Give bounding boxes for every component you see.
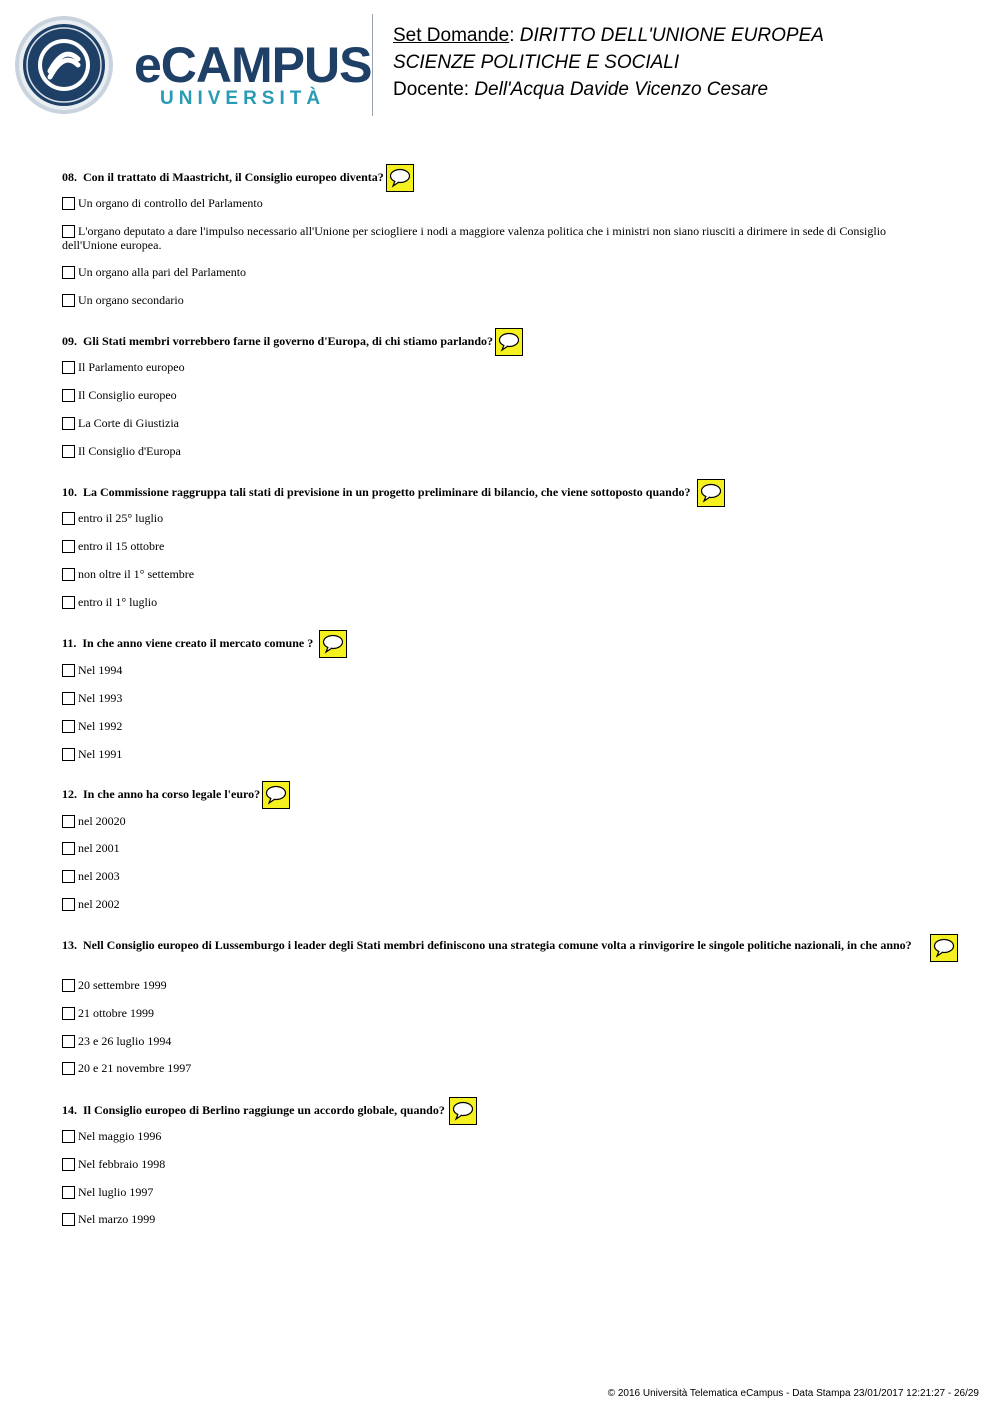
- comment-bubble-icon[interactable]: [697, 479, 725, 507]
- answer-text: Nel 1994: [78, 663, 123, 677]
- set-label: Set Domande: [393, 25, 510, 46]
- comment-bubble-icon[interactable]: [930, 934, 958, 962]
- answer-text: 20 e 21 novembre 1997: [78, 1061, 192, 1075]
- question-number: 09.: [62, 334, 77, 348]
- question-title: [62, 170, 962, 198]
- logo-wordmark: eCAMPUS: [134, 37, 372, 93]
- answer-checkbox[interactable]: [62, 197, 75, 210]
- answer-option: [62, 595, 942, 609]
- set-separator: :: [509, 25, 515, 46]
- question-text: Con il trattato di Maastricht, il Consiglio europeo diventa?: [83, 170, 384, 184]
- answer-text: Nel 1991: [78, 747, 123, 761]
- comment-bubble-icon[interactable]: [449, 1097, 477, 1125]
- header-divider: [372, 14, 373, 116]
- teacher-label: Docente:: [393, 79, 470, 100]
- answer-text: Nel luglio 1997: [78, 1185, 154, 1199]
- answer-checkbox[interactable]: [62, 1213, 75, 1226]
- answer-checkbox[interactable]: [62, 1062, 75, 1075]
- answer-option: [62, 388, 942, 402]
- answer-option: [62, 1212, 942, 1226]
- answer-option: [62, 293, 942, 307]
- answer-option: [62, 416, 942, 430]
- course-title: DIRITTO DELL'UNIONE EUROPEA: [519, 25, 824, 46]
- question-text: Gli Stati membri vorrebbero farne il governo d'Europa, di chi stiamo parlando?: [83, 334, 494, 348]
- page-header: [0, 0, 1000, 130]
- question-number: 11.: [62, 636, 77, 650]
- comment-bubble-icon[interactable]: [319, 630, 347, 658]
- answer-checkbox[interactable]: [62, 389, 75, 402]
- answer-text: entro il 1° luglio: [78, 595, 158, 609]
- answer-text: entro il 15 ottobre: [78, 539, 165, 553]
- question-10: [62, 485, 962, 609]
- comment-bubble-icon[interactable]: [495, 328, 523, 356]
- answer-checkbox[interactable]: [62, 596, 75, 609]
- answer-option: [62, 841, 942, 855]
- faculty-name: SCIENZE POLITICHE E SOCIALI: [393, 52, 680, 73]
- answer-checkbox[interactable]: [62, 1158, 75, 1171]
- answer-text: Nel maggio 1996: [78, 1129, 162, 1143]
- university-seal-icon: [14, 15, 114, 115]
- question-title: [62, 938, 924, 952]
- question-number: 10.: [62, 485, 77, 499]
- answer-checkbox[interactable]: [62, 1130, 75, 1143]
- answer-option: [62, 265, 942, 279]
- answer-option: [62, 897, 942, 911]
- comment-bubble-icon[interactable]: [262, 781, 290, 809]
- answer-text: Nel marzo 1999: [78, 1212, 156, 1226]
- answer-checkbox[interactable]: [62, 1007, 75, 1020]
- answer-text: Nel 1992: [78, 719, 123, 733]
- answer-text: 23 e 26 luglio 1994: [78, 1034, 172, 1048]
- question-08: [62, 170, 962, 307]
- answer-text: Il Consiglio europeo: [78, 388, 177, 402]
- question-text: In che anno ha corso legale l'euro?: [83, 787, 261, 801]
- question-text: Il Consiglio europeo di Berlino raggiunge un accordo globale, quando?: [83, 1103, 445, 1117]
- answer-checkbox[interactable]: [62, 720, 75, 733]
- answer-text: nel 2001: [78, 841, 120, 855]
- answer-option: [62, 224, 942, 252]
- answer-option: [62, 978, 942, 992]
- answer-option: [62, 1006, 942, 1020]
- answer-option: [62, 1034, 942, 1048]
- answer-option: [62, 196, 942, 210]
- answer-checkbox[interactable]: [62, 512, 75, 525]
- question-number: 08.: [62, 170, 77, 184]
- answer-option: [62, 511, 942, 525]
- answer-checkbox[interactable]: [62, 748, 75, 761]
- question-number: 14.: [62, 1103, 77, 1117]
- answer-text: non oltre il 1° settembre: [78, 567, 195, 581]
- question-title: [62, 1103, 962, 1131]
- question-title: [62, 485, 962, 513]
- question-09: [62, 334, 962, 458]
- answer-option: [62, 360, 942, 374]
- course-line: [393, 22, 824, 49]
- answer-checkbox[interactable]: [62, 1035, 75, 1048]
- question-text: La Commissione raggruppa tali stati di previsione in un progetto preliminare di bilancio, che viene sottoposto quando?: [83, 485, 691, 499]
- answer-option: [62, 1185, 942, 1199]
- question-title: [62, 636, 962, 664]
- faculty-line: [393, 49, 824, 76]
- answer-option: [62, 814, 942, 828]
- answer-checkbox[interactable]: [62, 225, 75, 238]
- answer-option: [62, 869, 942, 883]
- answer-checkbox[interactable]: [62, 664, 75, 677]
- answer-option: [62, 567, 942, 581]
- page-footer: © 2016 Università Telematica eCampus - Data Stampa 23/01/2017 12:21:27 - 26/29: [607, 1388, 979, 1399]
- answer-checkbox[interactable]: [62, 361, 75, 374]
- answer-checkbox[interactable]: [62, 842, 75, 855]
- answer-text: 21 ottobre 1999: [78, 1006, 154, 1020]
- question-title: [62, 787, 962, 815]
- question-12: [62, 787, 962, 911]
- question-text: In che anno viene creato il mercato comune ?: [82, 636, 314, 650]
- course-info: [393, 22, 824, 103]
- answer-text: nel 2003: [78, 869, 120, 883]
- question-13: [62, 938, 962, 1075]
- answer-checkbox[interactable]: [62, 568, 75, 581]
- answer-text: entro il 25° luglio: [78, 511, 164, 525]
- answer-text: Un organo alla pari del Parlamento: [78, 265, 247, 279]
- answer-checkbox[interactable]: [62, 445, 75, 458]
- answer-checkbox[interactable]: [62, 266, 75, 279]
- teacher-name: Dell'Acqua Davide Vicenzo Cesare: [474, 79, 769, 100]
- answer-checkbox[interactable]: [62, 870, 75, 883]
- answer-text: Nel 1993: [78, 691, 123, 705]
- answer-option: [62, 747, 942, 761]
- answer-checkbox[interactable]: [62, 815, 75, 828]
- answer-option: [62, 719, 942, 733]
- answer-checkbox[interactable]: [62, 540, 75, 553]
- answer-text: nel 20020: [78, 814, 126, 828]
- question-number: 12.: [62, 787, 77, 801]
- answer-checkbox[interactable]: [62, 692, 75, 705]
- teacher-line: [393, 76, 824, 103]
- answer-checkbox[interactable]: [62, 979, 75, 992]
- comment-bubble-icon[interactable]: [386, 164, 414, 192]
- answer-checkbox[interactable]: [62, 417, 75, 430]
- answer-option: [62, 663, 942, 677]
- answer-text: Un organo di controllo del Parlamento: [78, 196, 263, 210]
- answer-text: Un organo secondario: [78, 293, 184, 307]
- answer-checkbox[interactable]: [62, 898, 75, 911]
- answer-text: Nel febbraio 1998: [78, 1157, 166, 1171]
- answer-option: [62, 539, 942, 553]
- answer-text: Il Parlamento europeo: [78, 360, 185, 374]
- answer-text: La Corte di Giustizia: [78, 416, 179, 430]
- answer-option: [62, 1061, 942, 1075]
- answer-option: [62, 691, 942, 705]
- question-title: [62, 334, 962, 362]
- answer-text: 20 settembre 1999: [78, 978, 167, 992]
- answer-option: [62, 1157, 942, 1171]
- answer-checkbox[interactable]: [62, 1186, 75, 1199]
- question-11: [62, 636, 962, 761]
- answer-text: L'organo deputato a dare l'impulso necessario all'Unione per sciogliere i nodi a maggiore valenza politica che i ministri non siano riusciti a dirimere in sede di Consiglio dell'Unione europea.: [62, 224, 887, 252]
- logo-subtitle: UNIVERSITÀ: [160, 88, 326, 109]
- answer-option: [62, 444, 942, 458]
- answer-text: Il Consiglio d'Europa: [78, 444, 181, 458]
- question-number: 13.: [62, 938, 77, 952]
- answer-option: [62, 1129, 942, 1143]
- question-14: [62, 1103, 962, 1226]
- question-text: Nell Consiglio europeo di Lussemburgo i leader degli Stati membri definiscono una strategia comune volta a rinvigorire le singole politiche nazionali, in che anno?: [83, 938, 912, 952]
- answer-text: nel 2002: [78, 897, 120, 911]
- answer-checkbox[interactable]: [62, 294, 75, 307]
